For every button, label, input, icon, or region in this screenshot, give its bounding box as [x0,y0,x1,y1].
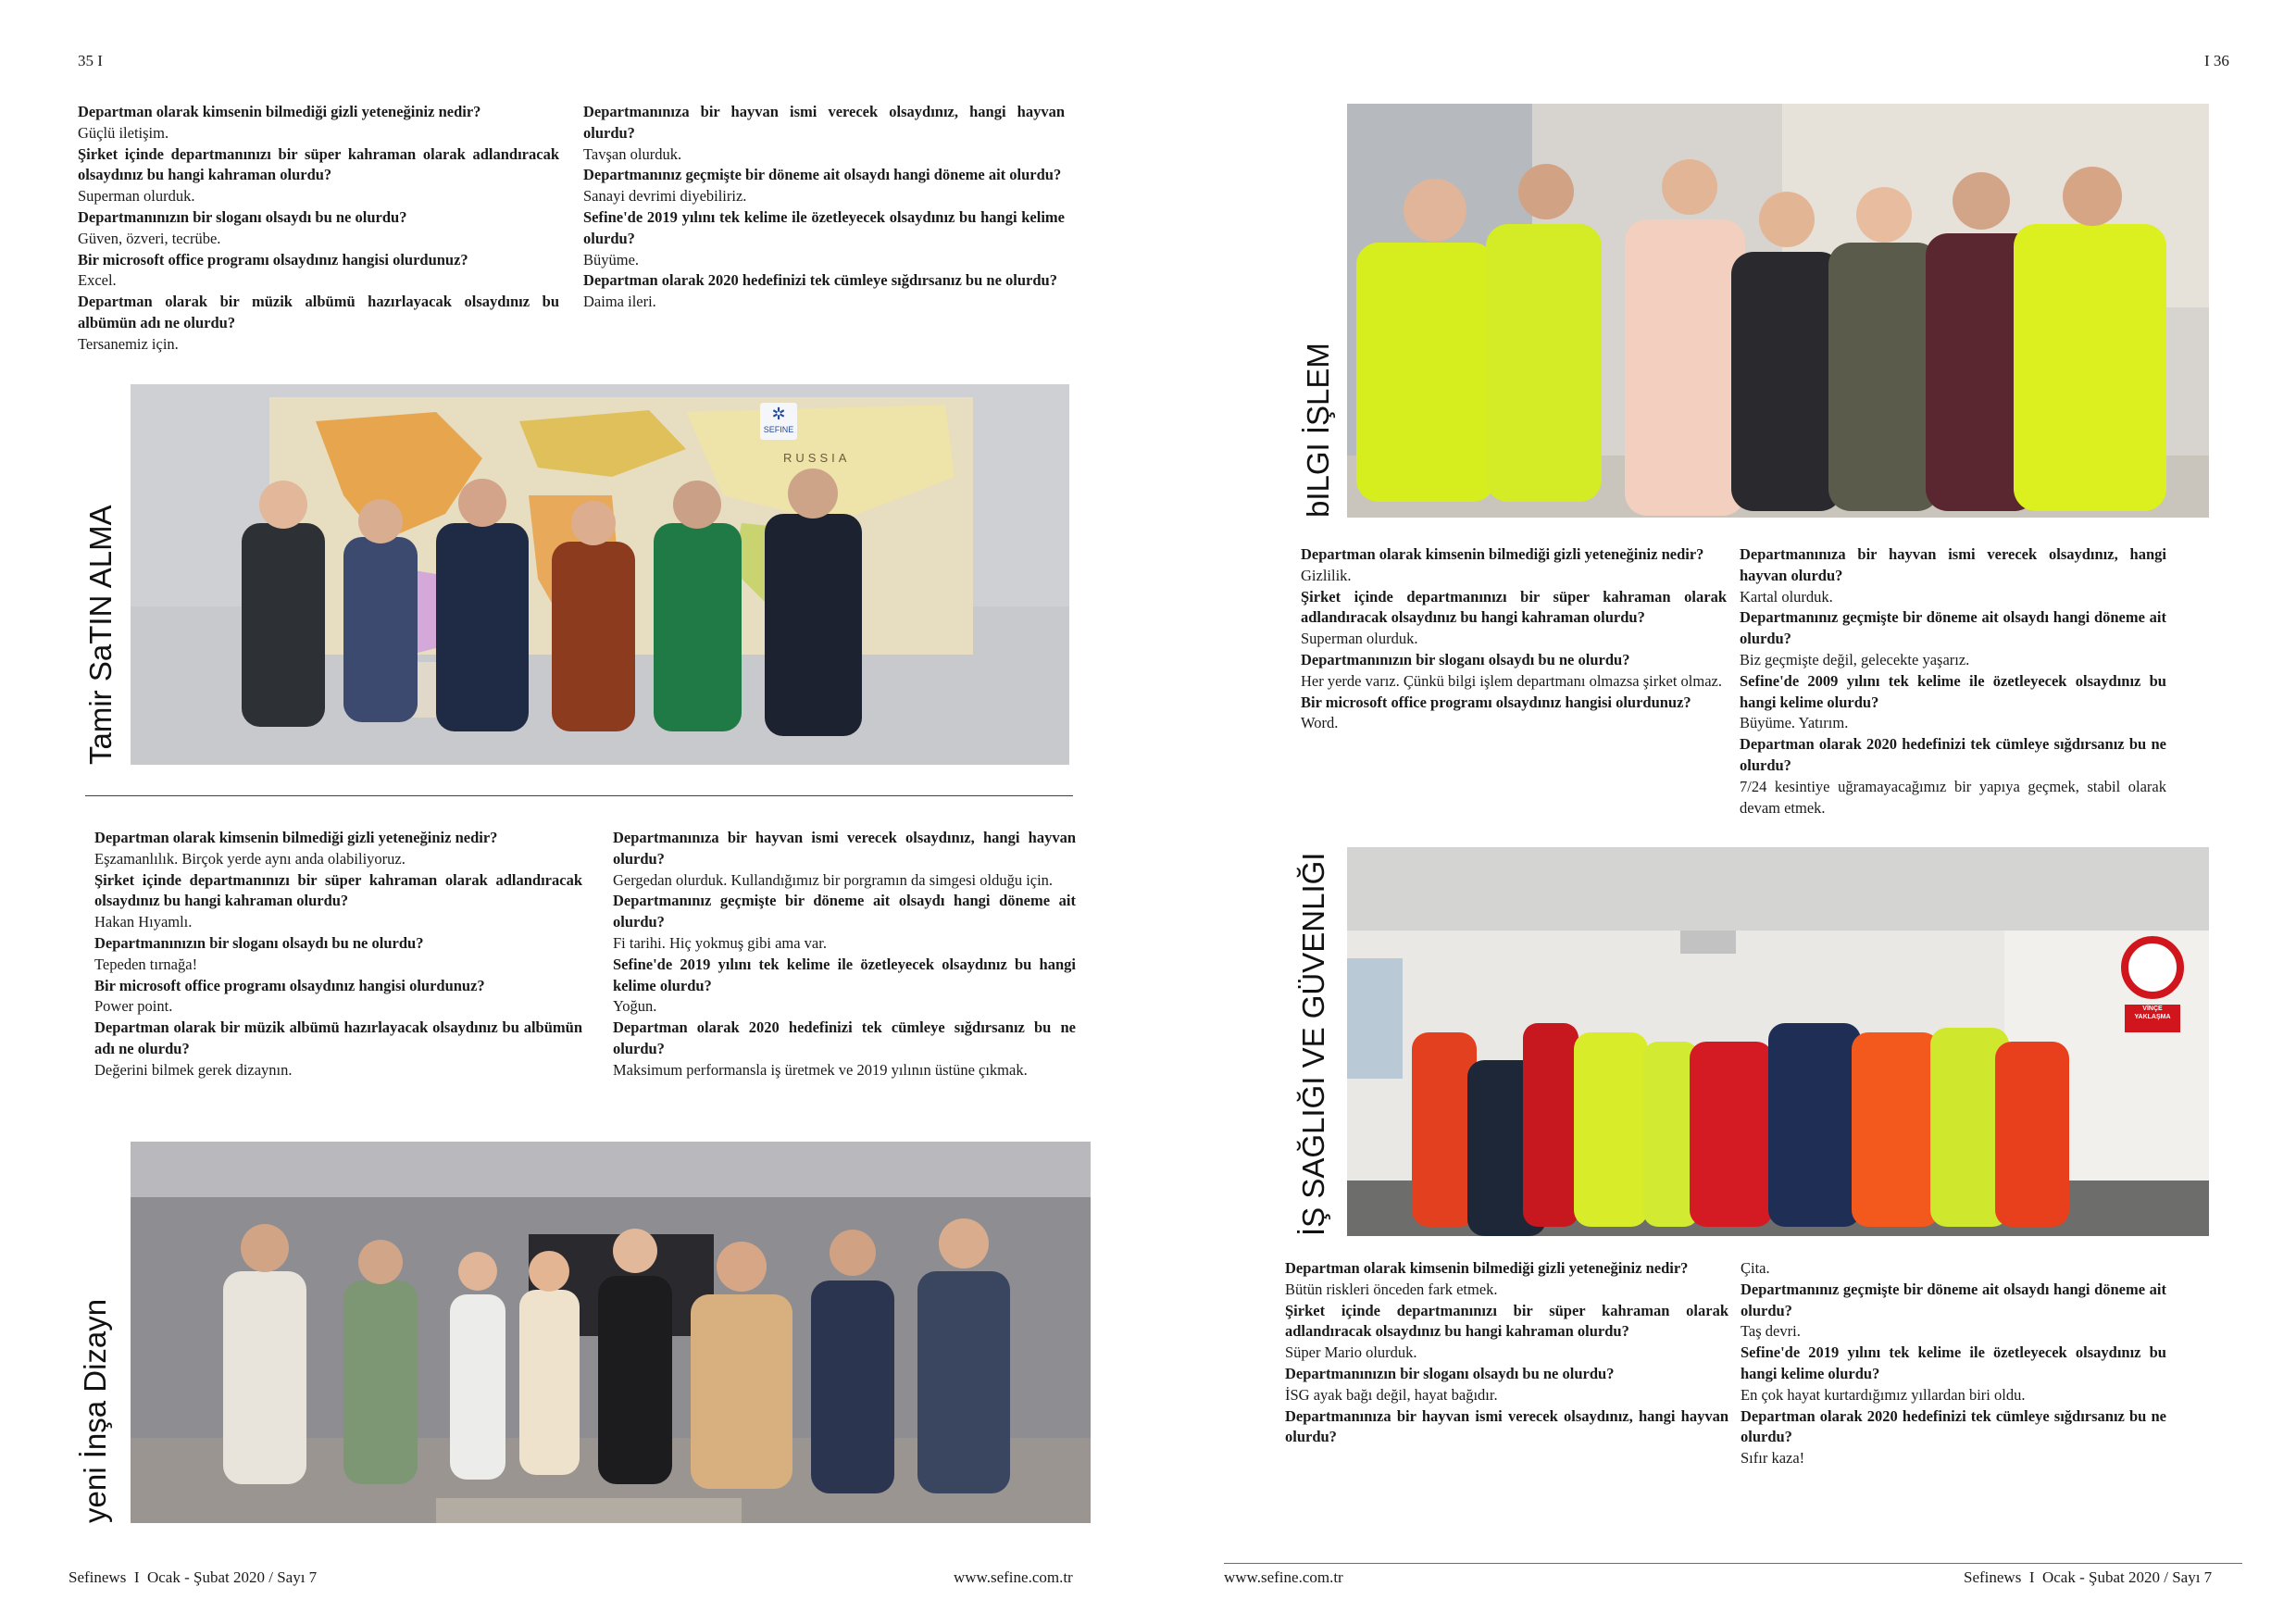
team-photo-yeni-insa-dizayn [131,1142,1091,1523]
qa-question: Departman olarak kimsenin bilmediği gizli yeteneğiniz nedir? [1285,1259,1689,1277]
qa-column [1285,1258,1728,1448]
qa-answer: Tepeden tırnağa! [94,955,198,973]
qa-answer: Süper Mario olurduk. [1285,1343,1417,1362]
qa-answer: Büyüme. Yatırım. [1740,714,1849,732]
qa-column [1740,544,2166,818]
team-photo-is-sagligi-ve-guvenligi [1347,847,2209,1236]
footer-divider-line [1224,1563,2242,1564]
qa-question: Departman olarak bir müzik albümü hazırlayacak olsaydınız bu albümün adı ne olurdu? [78,293,559,331]
footer-left-publication: Sefinews I Ocak - Şubat 2020 / Sayı 7 [69,1568,318,1586]
qa-answer: Fi tarihi. Hiç yokmuş gibi ama var. [613,933,827,952]
map-label: RUSSIA [783,451,851,465]
footer-right-publication: Sefinews I Ocak - Şubat 2020 / Sayı 7 [1964,1568,2213,1586]
page-number-right: I 36 [2204,52,2229,69]
qa-answer: Superman olurduk. [78,187,195,206]
qa-question: Departmanınıza bir hayvan ismi verecek olsaydınız, hangi hayvan olurdu? [1285,1406,1728,1446]
qa-answer: Büyüme. [583,250,640,269]
qa-question: Sefine'de 2019 yılını tek kelime ile özetleyecek olsaydınız bu hangi kelime olurdu? [583,207,1065,247]
qa-question: Sefine'de 2019 yılını tek kelime ile özetleyecek olsaydınız bu hangi kelime olurdu? [1741,1343,2166,1382]
warning-sign: VİNÇE YAKLAŞMA [2134,1006,2171,1020]
qa-answer: Tavşan olurduk. [583,144,682,163]
qa-answer: Bütün riskleri önceden fark etmek. [1285,1280,1498,1298]
qa-question: Departman olarak kimsenin bilmediği gizli yeteneğiniz nedir? [94,829,498,846]
section-title-bilgi-islem: bILGI İŞLEM [1301,343,1335,518]
section-title-yeni-insa-dizayn: yeni İnşa Dizayn [78,1298,112,1523]
qa-question: Departmanınızın bir sloganı olsaydı bu ne olurdu? [1285,1364,1615,1382]
qa-question: Departmanınızın bir sloganı olsaydı bu ne olurdu? [78,207,407,226]
qa-answer: Güçlü iletişim. [78,123,169,142]
team-photo-bilgi-islem [1347,104,2209,518]
qa-answer: Yoğun. [613,997,657,1016]
qa-answer: Gizlilik. [1301,566,1352,584]
qa-question: Departmanınız geçmişte bir döneme ait olsaydı hangi döneme ait olurdu? [1741,1280,2166,1319]
qa-answer: Sanayi devrimi diyebiliriz. [583,187,747,206]
qa-column-lead [1741,1258,2166,1469]
qa-answer: Tersanemiz için. [78,334,179,353]
divider-line [85,795,1073,796]
people-group [242,468,862,736]
qa-question: Departmanınız geçmişte bir döneme ait olsaydı hangi döneme ait olurdu? [613,892,1076,931]
qa-question: Şirket içinde departmanınızı bir süper kahraman olarak adlandıracak olsaydınız bu hangi kahraman olurdu? [1301,587,1727,627]
qa-question: Departmanınızın bir sloganı olsaydı bu ne olurdu? [1301,650,1630,668]
qa-answer: Sıfır kaza! [1741,1449,1805,1468]
qa-question: Departmanınızın bir sloganı olsaydı bu ne olurdu? [94,933,424,952]
qa-answer: Superman olurduk. [1301,630,1418,648]
qa-answer: Değerini bilmek gerek dizaynın. [94,1060,293,1079]
qa-answer: Power point. [94,997,173,1016]
qa-question: Bir microsoft office programı olsaydınız hangisi olurdunuz? [94,976,485,994]
page-number-left: 35 I [78,52,103,69]
footer-right-website[interactable]: www.sefine.com.tr [1224,1568,1343,1586]
qa-answer: Biz geçmişte değil, gelecekte yaşarız. [1740,650,1970,668]
qa-answer: İSG ayak bağı değil, hayat bağıdır. [1285,1385,1498,1404]
team-photo-tamir-satin-alma [131,384,1069,765]
qa-question: Departman olarak bir müzik albümü hazırlayacak olsaydınız bu albümün adı ne olurdu? [94,1018,582,1057]
qa-column [1741,1280,2166,1469]
footer-left-website[interactable]: www.sefine.com.tr [954,1568,1073,1586]
qa-column [1301,544,1727,734]
sefine-logo: ✲ SEFINE [760,403,797,440]
qa-question: Şirket içinde departmanınızı bir süper kahraman olarak adlandıracak olsaydınız bu hangi kahraman olurdu? [78,144,559,184]
qa-answer: Çita. [1741,1259,1770,1277]
qa-answer: Kartal olurduk. [1740,587,1833,606]
qa-question: Departmanınıza bir hayvan ismi verecek olsaydınız, hangi hayvan olurdu? [613,829,1076,868]
qa-column [78,102,559,356]
qa-answer: Excel. [78,271,117,290]
qa-question: Şirket içinde departmanınızı bir süper kahraman olarak adlandıracak olsaydınız bu hangi kahraman olurdu? [1285,1301,1728,1341]
qa-column [94,828,582,1081]
qa-question: Bir microsoft office programı olsaydınız hangisi olurdunuz? [1301,693,1691,711]
qa-question: Departmanınıza bir hayvan ismi verecek olsaydınız, hangi hayvan olurdu? [1740,545,2166,584]
qa-question: Bir microsoft office programı olsaydınız hangisi olurdunuz? [78,250,468,269]
sefine-logo-icon: ✲ [771,405,786,423]
qa-question: Departmanınız geçmişte bir döneme ait olsaydı hangi döneme ait olurdu? [583,166,1062,184]
qa-question: Departmanınız geçmişte bir döneme ait olsaydı hangi döneme ait olurdu? [1740,608,2166,648]
section-title-tamir-satin-alma: Tamir SaTIN ALMA [83,505,118,765]
qa-question: Departman olarak kimsenin bilmediği gizli yeteneğiniz nedir? [1301,545,1704,563]
qa-column [583,102,1065,313]
qa-answer: Her yerde varız. Çünkü bilgi işlem departmanı olmazsa şirket olmaz. [1301,671,1722,690]
qa-question: Departman olarak 2020 hedefinizi tek cümleye sığdırsanız bu ne olurdu? [583,271,1057,290]
qa-answer: 7/24 kesintiye uğramayacağımız bir yapıya geçmek, stabil olarak devam etmek. [1740,777,2166,817]
qa-answer: Daima ileri. [583,293,656,311]
qa-question: Departman olarak kimsenin bilmediği gizli yeteneğiniz nedir? [78,103,481,120]
qa-answer: Taş devri. [1741,1322,1801,1341]
qa-question: Departman olarak 2020 hedefinizi tek cümleye sığdırsanız bu ne olurdu? [613,1018,1076,1057]
qa-question: Departman olarak 2020 hedefinizi tek cümleye sığdırsanız bu ne olurdu? [1740,735,2166,774]
qa-question: Departmanınıza bir hayvan ismi verecek olsaydınız, hangi hayvan olurdu? [583,103,1065,142]
qa-question: Sefine'de 2009 yılını tek kelime ile özetleyecek olsaydınız bu hangi kelime olurdu? [1740,671,2166,711]
qa-question: Departman olarak 2020 hedefinizi tek cümleye sığdırsanız bu ne olurdu? [1741,1406,2166,1446]
qa-question: Sefine'de 2019 yılını tek kelime ile özetleyecek olsaydınız bu hangi kelime olurdu? [613,955,1076,994]
section-title-is-sagligi-ve-guvenligi: İŞ SAĞLIĞI VE GÜVENLIĞI [1296,852,1330,1236]
qa-column [613,828,1076,1081]
qa-answer: Word. [1301,714,1339,732]
qa-answer: Güven, özveri, tecrübe. [78,229,221,247]
qa-answer: Hakan Hıyamlı. [94,913,193,931]
qa-answer: Gergedan olurduk. Kullandığımız bir porgramın da simgesi olduğu için. [613,870,1054,889]
qa-answer: Maksimum performansla iş üretmek ve 2019 yılının üstüne çıkmak. [613,1060,1028,1079]
qa-answer: En çok hayat kurtardığımız yıllardan biri oldu. [1741,1385,2026,1404]
qa-answer: Eşzamanlılık. Birçok yerde aynı anda olabiliyoruz. [94,849,406,868]
qa-question: Şirket içinde departmanınızı bir süper kahraman olarak adlandıracak olsaydınız bu hangi kahraman olurdu? [94,870,582,910]
